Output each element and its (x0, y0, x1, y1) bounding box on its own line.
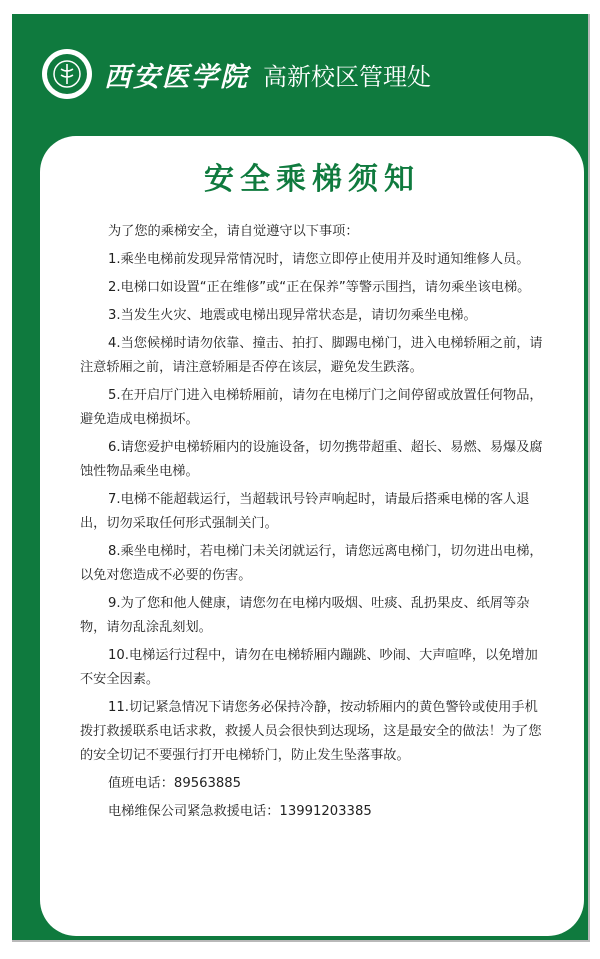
notice-item-9: 9.为了您和他人健康，请您勿在电梯内吸烟、吐痰、乱扔果皮、纸屑等杂物，请勿乱涂乱刻划。 (80, 596, 530, 635)
sheet-edge-bottom (12, 940, 590, 942)
notice-board (12, 14, 588, 940)
duty-phone: 值班电话：89563885 (108, 776, 242, 791)
notice-item-11: 11.切记紧急情况下请您务必保持冷静，按动轿厢内的黄色警铃或使用手机拨打救援联系电话求救，救援人员会很快到达现场，这是最安全的做法！为了您的安全切记不要强行打开电梯轿门，防止发生坠落事故。 (80, 700, 542, 763)
notice-intro: 为了您的乘梯安全，请自觉遵守以下事项： (108, 224, 359, 239)
notice-item-2: 2.电梯口如设置“正在维修”或“正在保养”等警示围挡，请勿乘坐该电梯。 (108, 280, 531, 295)
school-name: 西安医学院 (104, 61, 249, 93)
notice-content (80, 220, 550, 828)
rescue-phone: 电梯维保公司紧急救援电话：13991203385 (108, 804, 372, 819)
office-name: 高新校区管理处 (263, 63, 431, 91)
logo-emblem-icon (47, 54, 87, 94)
notice-item-6: 6.请您爱护电梯轿厢内的设施设备，切勿携带超重、超长、易燃、易爆及腐蚀性物品乘坐电梯。 (80, 440, 543, 479)
notice-item-5: 5.在开启厅门进入电梯轿厢前，请勿在电梯厅门之间停留或放置任何物品，避免造成电梯损坏。 (80, 388, 543, 427)
notice-item-3: 3.当发生火灾、地震或电梯出现异常状态是，请切勿乘坐电梯。 (108, 308, 477, 323)
notice-item-4: 4.当您候梯时请勿依靠、撞击、拍打、脚踢电梯门，进入电梯轿厢之前，请注意轿厢之前，请注意轿厢是否停在该层，避免发生跌落。 (80, 336, 543, 375)
notice-title: 安全乘梯须知 (204, 162, 420, 197)
notice-item-10: 10.电梯运行过程中，请勿在电梯轿厢内蹦跳、吵闹、大声喧哗，以免增加不安全因素。 (80, 648, 538, 687)
notice-item-7: 7.电梯不能超载运行，当超载讯号铃声响起时，请最后搭乘电梯的客人退出，切勿采取任何形式强制关门。 (80, 492, 530, 531)
school-logo (42, 49, 92, 99)
notice-item-8: 8.乘坐电梯时，若电梯门未关闭就运行，请您远离电梯门，切勿进出电梯，以免对您造成不必要的伤害。 (80, 544, 543, 583)
header-bar (42, 44, 562, 104)
notice-item-1: 1.乘坐电梯前发现异常情况时，请您立即停止使用并及时通知维修人员。 (108, 252, 530, 267)
sheet-edge-right (588, 14, 590, 940)
notice-panel (40, 136, 584, 936)
